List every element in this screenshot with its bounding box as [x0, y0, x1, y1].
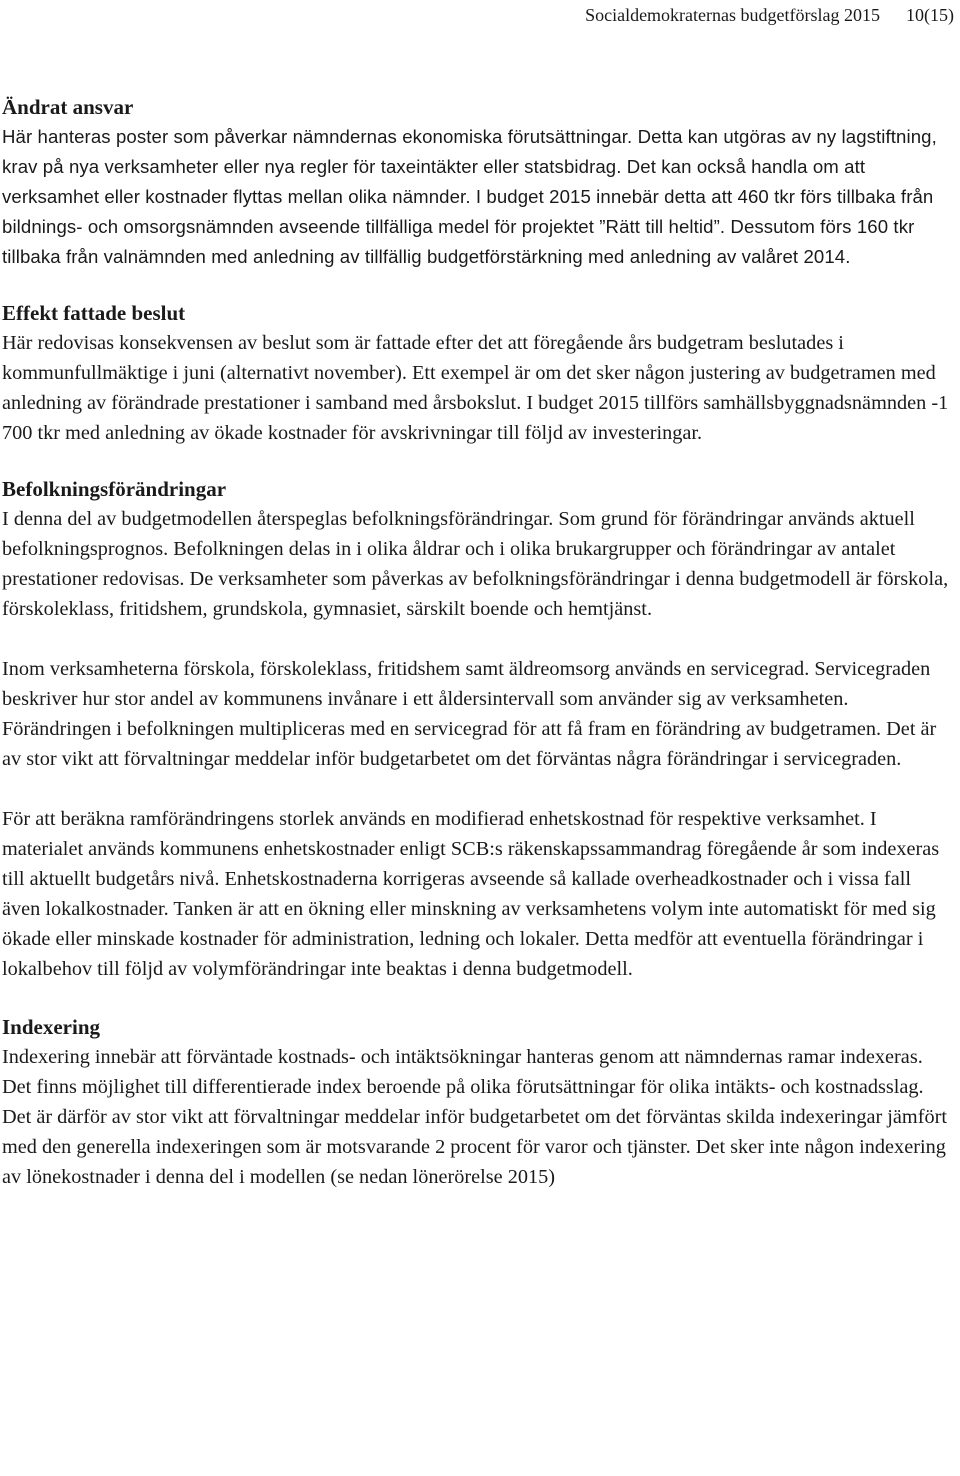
section-paragraph: Här hanteras poster som påverkar nämndernas ekonomiska förutsättningar. Detta kan utgöras av ny lagstiftning, krav på nya verksamheter eller nya regler för taxeintäkter eller statsbidrag. Det kan också handla om att verksamhet eller kostnader flyttas mellan olika nämnder. I budget 2015 innebär detta att 460 tkr förs tillbaka från bildnings- och omsorgsnämnden avseende tillfälliga medel för projektet ”Rätt till heltid”. Dessutom förs 160 tkr tillbaka från valnämnden med anledning av tillfällig budgetförstärkning med anledning av valåret 2014.	[2, 126, 937, 267]
section-paragraph: Här redovisas konsekvensen av beslut som är fattade efter det att föregående års budgetram beslutades i kommunfullmäktige i juni (alternativt november). Ett exempel är om det sker någon justering av budgetramen med anledning av förändrade prestationer i samband med årsbokslut. I budget 2015 tillförs samhällsbyggnadsnämnden -1 700 tkr med anledning av ökade kostnader för avskrivningar till följd av investeringar.	[2, 332, 949, 444]
section-indexering	[2, 1012, 954, 1192]
section-andrat-ansvar	[2, 92, 954, 272]
section-heading: Effekt fattade beslut	[2, 301, 186, 325]
section-paragraph: I denna del av budgetmodellen återspeglas befolkningsförändringar. Som grund för förändringar används aktuell befolkningsprognos. Befolkningen delas in i olika åldrar och i olika brukargrupper och förändringar av antalet prestationer redovisas. De verksamheter som påverkas av befolkningsförändringar i denna budgetmodell är förskola, förskoleklass, fritidshem, grundskola, gymnasiet, särskilt boende och hemtjänst.	[2, 508, 949, 620]
section-heading: Indexering	[2, 1015, 101, 1039]
document-body	[2, 92, 954, 1214]
section-befolkningsforandringar	[2, 474, 954, 984]
document-title: Socialdemokraternas budgetförslag 2015	[585, 5, 880, 25]
section-paragraph: Indexering innebär att förväntade kostnads- och intäktsökningar hanteras genom att nämndernas ramar indexeras. Det finns möjlighet till differentierade index beroende på olika förutsättningar för olika intäkts- och kostnadsslag. Det är därför av stor vikt att förvaltningar meddelar inför budgetarbetet om det förväntas skilda indexeringar jämfört med den generella indexeringen som är motsvarande 2 procent för varor och tjänster. Det sker inte någon indexering av lönekostnader i denna del i modellen (se nedan lönerörelse 2015)	[2, 1046, 947, 1188]
section-heading: Befolkningsförändringar	[2, 477, 227, 501]
page-number: 10(15)	[906, 5, 954, 25]
section-heading: Ändrat ansvar	[2, 95, 134, 119]
page-header	[585, 4, 954, 26]
section-paragraph: Inom verksamheterna förskola, förskoleklass, fritidshem samt äldreomsorg används en servicegrad. Servicegraden beskriver hur stor andel av kommunens invånare i ett åldersintervall som använder sig av verksamheten. Förändringen i befolkningen multipliceras med en servicegrad för att få fram en förändring av budgetramen. Det är av stor vikt att förvaltningar meddelar inför budgetarbetet om det förväntas några förändringar i servicegraden.	[2, 658, 937, 770]
section-effekt-fattade-beslut	[2, 298, 954, 448]
section-paragraph: För att beräkna ramförändringens storlek används en modifierad enhetskostnad för respektive verksamhet. I materialet används kommunens enhetskostnader enligt SCB:s räkenskapssammandrag föregående år som indexeras till aktuellt budgetårs nivå. Enhetskostnaderna korrigeras avseende så kallade overheadkostnader och i vissa fall även lokalkostnader. Tanken är att en ökning eller minskning av verksamhetens volym inte automatiskt för med sig ökade eller minskade kostnader för administration, ledning och lokaler. Detta medför att eventuella förändringar i lokalbehov till följd av volymförändringar inte beaktas i denna budgetmodell.	[2, 808, 940, 980]
